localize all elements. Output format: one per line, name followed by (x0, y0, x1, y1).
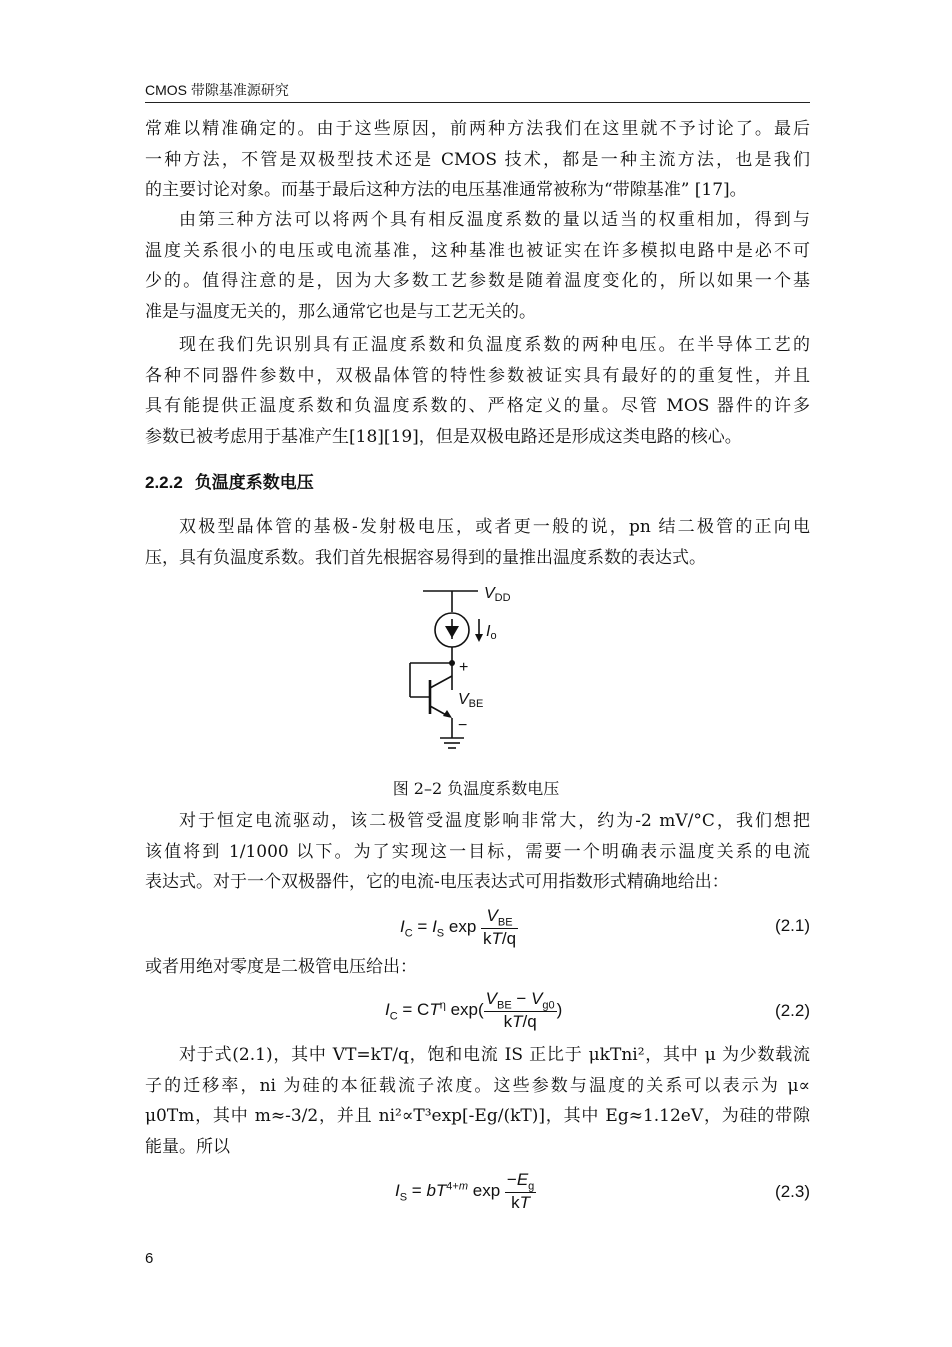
section-heading (145, 468, 314, 493)
header-title: CMOS 带隙基准源研究 (145, 82, 289, 98)
text-line: μ0Tm，其中 m≈-3/2，并且 ni²∝T³exp[-Eg/(kT)]，其中 Eg≈1.12eV，为硅的带隙 (145, 1106, 810, 1126)
io-label: I (486, 623, 491, 640)
equation-number: (2.3) (775, 1182, 810, 1201)
paragraph-5 (145, 806, 810, 898)
running-header (145, 78, 810, 103)
io-arrow-icon (475, 634, 483, 642)
text-line: 准是与温度无关的，那么通常它也是与工艺无关的。 (145, 301, 536, 322)
vdd-label: V (484, 585, 495, 602)
svg-text:VDD: VDD (484, 585, 511, 604)
text-line: 各种不同器件参数中，双极晶体管的特性参数被证实具有最好的的重复性，并且 (145, 365, 810, 386)
text-line: 少的。值得注意的是，因为大多数工艺参数是随着温度变化的，所以如果一个基 (145, 271, 810, 291)
equation-body: $I_C = CT^\eta$ exp( $\frac{V_{BE} - V_{g0}}{kT/q}$ ) (385, 989, 563, 1032)
paragraph-6 (145, 952, 810, 983)
text-line: 子的迁移率，ni 为硅的本征载流子浓度。这些参数与温度的关系可以表示为 μ∝ (145, 1075, 810, 1096)
paragraph-3 (145, 330, 810, 452)
text-line: 温度关系很小的电压或电流基准，这种基准也被证实在许多模拟电路中是必不可 (145, 240, 810, 261)
figure-caption: 图 2–2 负温度系数电压 (392, 779, 560, 798)
text-line: 常难以精准确定的。由于这些原因，前两种方法我们在这里就不予讨论了。最后 (145, 119, 810, 139)
equation-2-3 (145, 1168, 810, 1218)
text-line: 双极型晶体管的基极-发射极电压，或者更一般的说，pn 结二极管的正向电 (179, 517, 810, 537)
vbe-label: V (458, 691, 469, 708)
text-line: 表达式。对于一个双极器件，它的电流-电压表达式可用指数形式精确地给出： (145, 872, 729, 892)
current-source-icon (435, 613, 469, 647)
text-line: 该值将到 1/1000 以下。为了实现这一目标，需要一个明确表示温度关系的电流 (145, 841, 810, 862)
equation-2-1 (145, 904, 810, 952)
text-line: 能量。所以 (145, 1136, 230, 1157)
minus-sign: − (458, 717, 468, 734)
text-line: 压，具有负温度系数。我们首先根据容易得到的量推出温度系数的表达式。 (145, 547, 706, 568)
text-line: 由第三种方法可以将两个具有相反温度系数的量以适当的权重相加，得到与 (179, 210, 810, 230)
page-number: 6 (145, 1250, 154, 1267)
text-line: 的主要讨论对象。而基于最后这种方法的电压基准通常被称为“带隙基准” [17]。 (145, 180, 747, 200)
paragraph-1 (145, 114, 810, 206)
text-line: 对于式(2.1)，其中 VT=kT/q，饱和电流 IS 正比于 μkTni²，其中 μ 为少数载流 (179, 1045, 810, 1065)
emitter-lead (430, 706, 448, 716)
plus-sign: + (459, 659, 469, 676)
svg-text:VBE: VBE (458, 691, 484, 710)
text-line: 或者用绝对零度是二极管电压给出： (145, 957, 417, 977)
text-line: 参数已被考虑用于基准产生[18][19]，但是双极电路还是形成这类电路的核心。 (145, 426, 742, 447)
paragraph-7 (145, 1040, 810, 1162)
equation-body: $I_C = I_S$ exp $\frac{V_{BE}}{kT/q}$ (400, 906, 517, 949)
equation-number: (2.1) (775, 916, 810, 935)
equation-body: $I_S = bT^{4+m}$ exp $\frac{-E_g}{kT}$ (395, 1170, 535, 1213)
paragraph-2 (145, 205, 810, 327)
text-line: 对于恒定电流驱动，该二极管受温度影响非常大，约为-2 mV/°C，我们想把 (179, 811, 810, 831)
svg-text:Io: Io (486, 623, 497, 642)
emitter-arrow-icon (443, 710, 452, 718)
paragraph-4 (145, 512, 810, 573)
equation-2-2 (145, 987, 810, 1035)
node-dot (449, 660, 455, 666)
section-title: 负温度系数电压 (194, 473, 314, 492)
text-line: 具有能提供正温度系数和负温度系数的、严格定义的量。尽管 MOS 器件的许多 (145, 396, 810, 416)
text-line: 一种方法，不管是双极型技术还是 CMOS 技术，都是一种主流方法，也是我们 (145, 149, 810, 170)
text-line: 现在我们先识别具有正温度系数和负温度系数的两种电压。在半导体工艺的 (179, 335, 810, 355)
equation-number: (2.2) (775, 1001, 810, 1020)
current-arrow-icon (445, 626, 459, 638)
collector-lead (430, 676, 452, 688)
section-number: 2.2.2 (145, 473, 183, 492)
